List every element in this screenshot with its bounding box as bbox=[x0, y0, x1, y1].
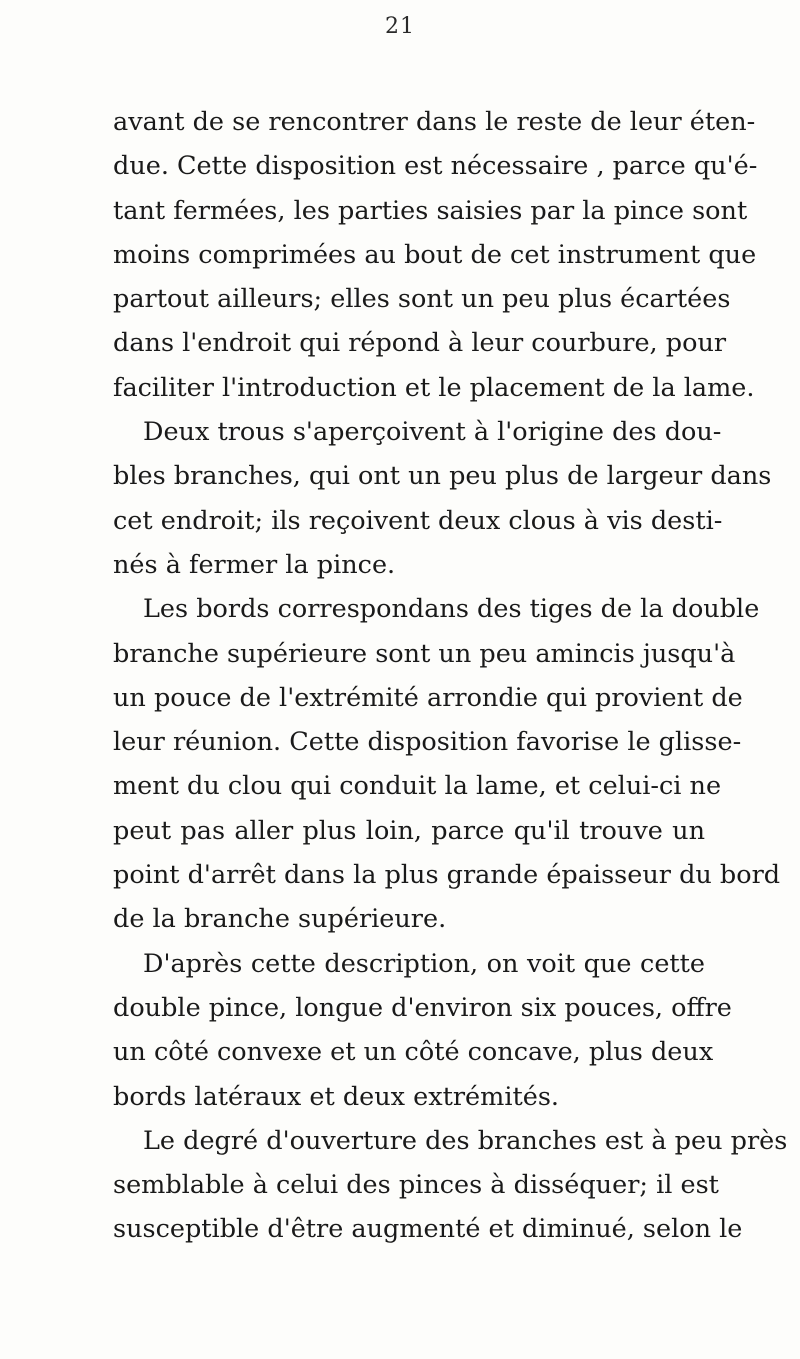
text-line: ment du clou qui conduit la lame, et celui-ci ne bbox=[113, 771, 722, 802]
text-line: semblable à celui des pinces à disséquer; il est bbox=[113, 1170, 719, 1201]
text-line: bords latéraux et deux extrémités. bbox=[113, 1081, 560, 1112]
text-line: bles branches, qui ont un peu plus de largeur dans bbox=[113, 461, 772, 492]
text-line: tant fermées, les parties saisies par la pince sont bbox=[113, 195, 748, 226]
text-line: dans l'endroit qui répond à leur courbure, pour bbox=[113, 328, 727, 359]
text-line: D'après cette description, on voit que cette bbox=[143, 948, 705, 979]
text-line: point d'arrêt dans la plus grande épaisseur du bord bbox=[113, 860, 781, 891]
text-line: un pouce de l'extrémité arrondie qui provient de bbox=[113, 682, 743, 713]
text-line: cet endroit; ils reçoivent deux clous à vis desti- bbox=[113, 505, 723, 536]
text-line: branche supérieure sont un peu amincis jusqu'à bbox=[113, 638, 736, 669]
text-line: due. Cette disposition est nécessaire , parce qu'é- bbox=[113, 151, 758, 182]
text-line: double pince, longue d'environ six pouces, offre bbox=[113, 992, 732, 1023]
text-line: Le degré d'ouverture des branches est à peu près bbox=[143, 1125, 788, 1156]
text-line: nés à fermer la pince. bbox=[113, 549, 396, 580]
text-line: faciliter l'introduction et le placement de la lame. bbox=[113, 372, 755, 403]
page-number: 21 bbox=[385, 14, 415, 39]
text-line: Les bords correspondans des tiges de la double bbox=[143, 594, 760, 625]
text-line: peut pas aller plus loin, parce qu'il trouve un bbox=[113, 815, 705, 846]
text-line: moins comprimées au bout de cet instrument que bbox=[113, 239, 757, 270]
text-line: un côté convexe et un côté concave, plus deux bbox=[113, 1037, 714, 1068]
text-line: susceptible d'être augmenté et diminué, selon le bbox=[113, 1214, 743, 1245]
text-line: de la branche supérieure. bbox=[113, 904, 447, 935]
text-line: Deux trous s'aperçoivent à l'origine des dou- bbox=[143, 417, 722, 448]
body-text bbox=[113, 100, 788, 1252]
text-line: avant de se rencontrer dans le reste de leur éten- bbox=[113, 107, 756, 137]
text-line: leur réunion. Cette disposition favorise le glisse- bbox=[113, 727, 742, 758]
text-line: partout ailleurs; elles sont un peu plus écartées bbox=[113, 284, 731, 315]
